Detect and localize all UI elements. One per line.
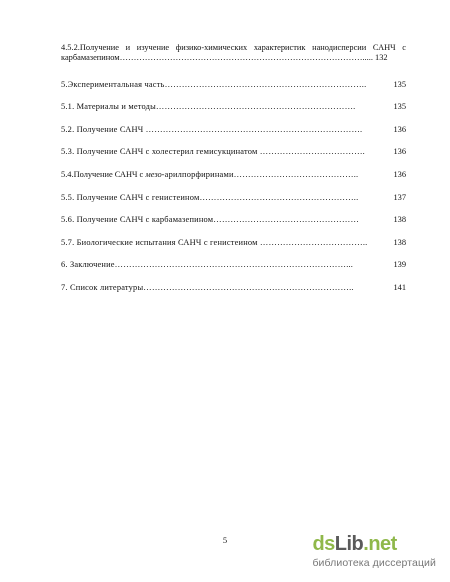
toc-entry-text: 5.5. Получение САНЧ с генистеином………………………………………………..: [61, 193, 359, 202]
toc-entry-text: 4.5.2.Получение и изучение физико-химических характеристик нанодисперсии САНЧ с карбамазепином…………………………………………………………………………….....: [61, 43, 406, 62]
toc-entry-page: 139: [393, 260, 406, 269]
toc-entry-page: 138: [393, 238, 406, 247]
toc-entry-page: 136: [393, 170, 406, 179]
dslib-logo: ds Lib . net: [312, 533, 397, 555]
toc-entry-page: 135: [393, 102, 406, 111]
dslib-subtitle: библиотека диссертаций: [312, 557, 436, 569]
toc-entry-4-5-2: [61, 43, 406, 63]
page-number: 5: [222, 535, 228, 545]
toc-entry-text: 5.3. Получение САНЧ с холестерил гемисукцинатом ……………………………….: [61, 147, 365, 156]
toc-entry-page: 135: [393, 80, 406, 89]
toc-entry-italic: мезо: [145, 170, 162, 179]
toc-entry-text: 5.4.Получение САНЧ с: [61, 170, 146, 179]
toc-entry-6: [61, 260, 406, 270]
toc-entry-5-6: [61, 215, 406, 225]
toc-entry-text: 6. Заключение………………………………………………………………………...: [61, 260, 354, 269]
toc-entry-text-rest: -арилпорфиринами……………………………………..: [161, 170, 359, 179]
toc-entry-5-5: [61, 193, 406, 203]
toc-entry-5-1: [61, 102, 406, 112]
toc-entry-text: 5.Экспериментальная часть……………………………………………………………..: [61, 80, 367, 89]
toc-entry-5-7: [61, 238, 406, 248]
toc-entry-page: 138: [393, 215, 406, 224]
toc-entry-page: 136: [393, 147, 406, 156]
toc-entry-7: [61, 283, 406, 293]
toc-entry-5-3: [61, 147, 406, 157]
toc-entry-page: 137: [393, 193, 406, 202]
toc-entry-page: 141: [393, 283, 406, 292]
toc-entry-5-2: [61, 125, 406, 135]
toc-entry-5-4: [61, 170, 406, 180]
toc-entry-5: [61, 80, 406, 90]
toc-entry-text: 5.6. Получение САНЧ с карбамазепином……………………………………………: [61, 215, 360, 224]
toc-entry-page: 136: [393, 125, 406, 134]
dslib-watermark: [312, 533, 436, 569]
toc-entry-text: 5.1. Материалы и методы…………………………………………………………….: [61, 102, 356, 111]
toc-entry-page: 132: [375, 53, 388, 62]
toc-entry-text: 7. Список литературы………………………………………………………………..: [61, 283, 354, 292]
toc-entry-text: 5.7. Биологические испытания САНЧ с генистеином ………………………………..: [61, 238, 368, 247]
toc-entry-text: 5.2. Получение САНЧ ………………………………………………………………….: [61, 125, 363, 134]
